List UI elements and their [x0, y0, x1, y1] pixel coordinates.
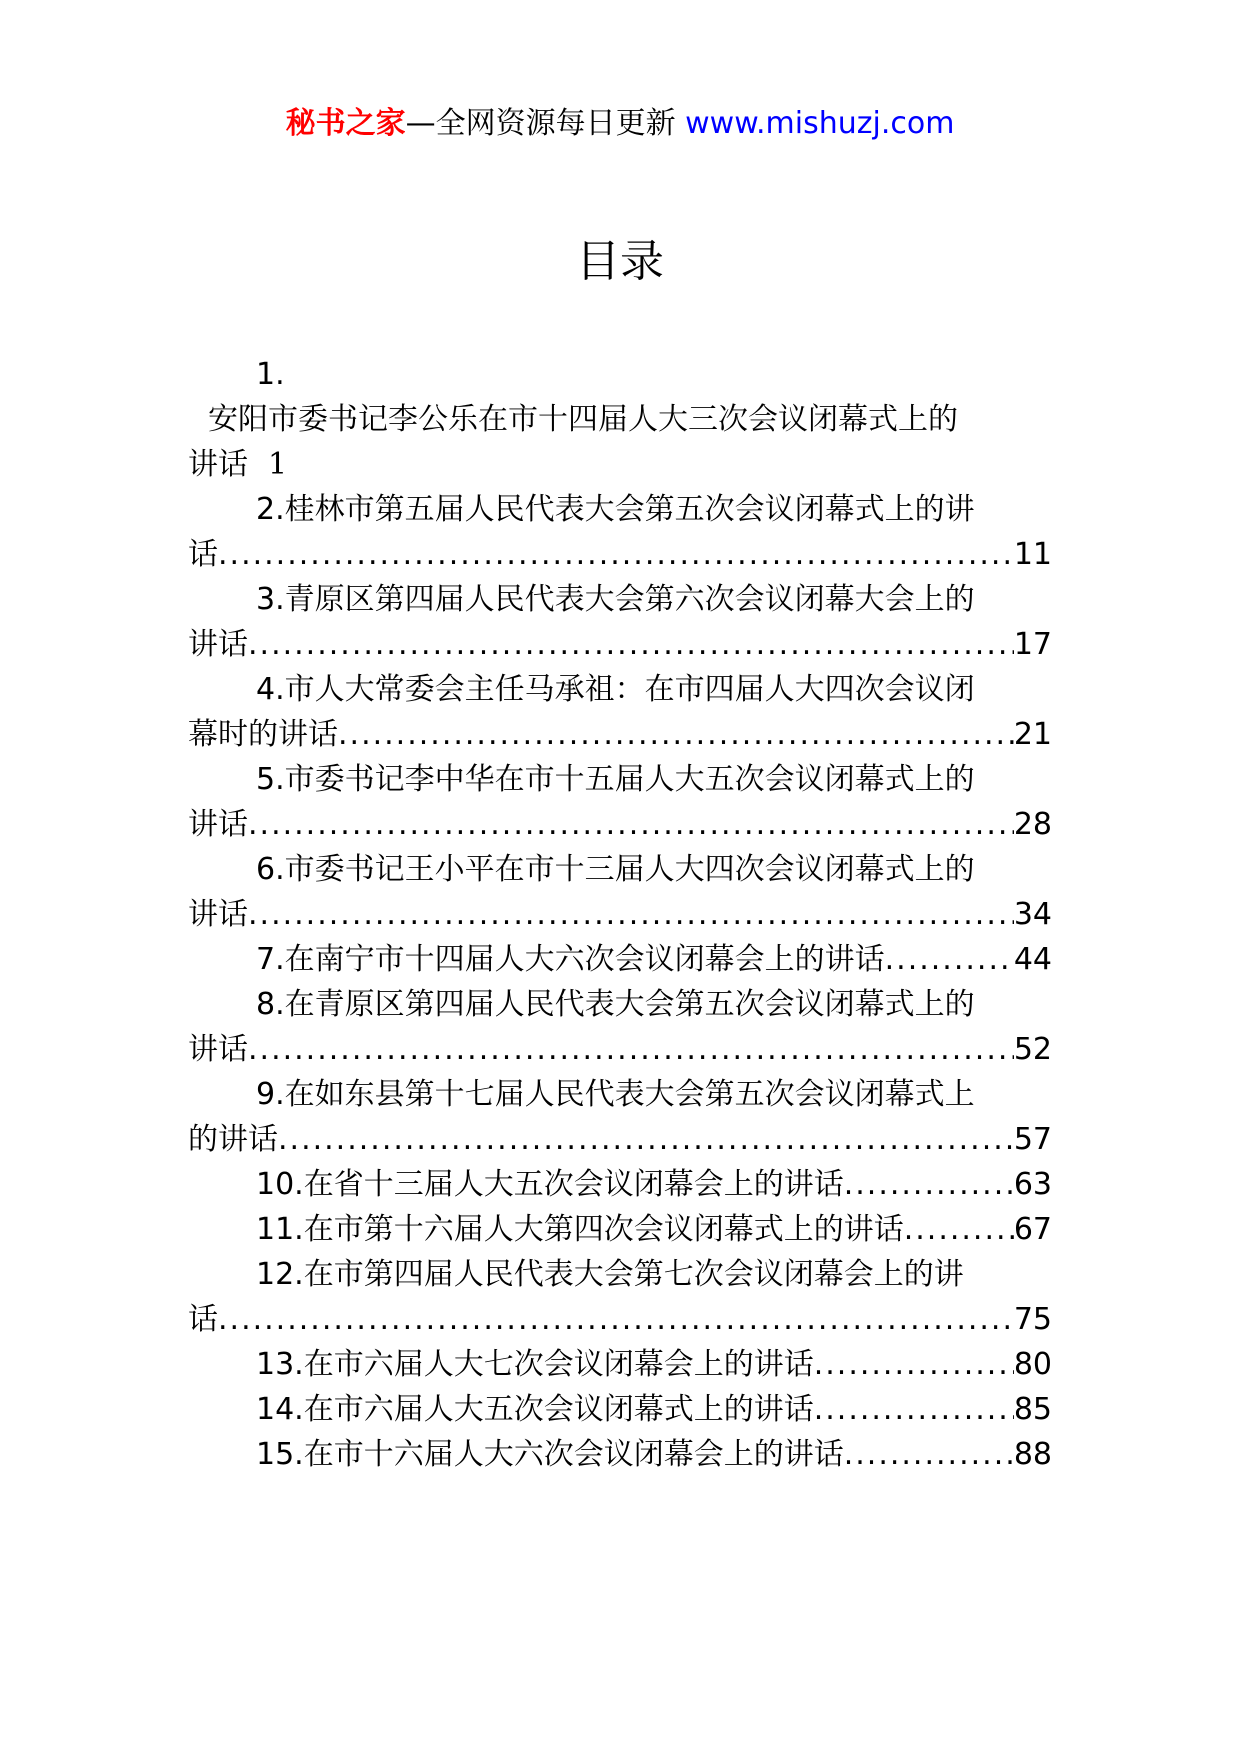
- toc-entry-title: 安阳市委书记李公乐在市十四届人大三次会议闭幕式上的: [208, 402, 958, 437]
- toc-entry-title: 13.在市六届人大七次会议闭幕会上的讲话: [256, 1347, 814, 1382]
- toc-entry-title: 15.在市十六届人大六次会议闭幕会上的讲话: [256, 1437, 844, 1472]
- toc-entry-title: 8.在青原区第四届人民代表大会第五次会议闭幕式上的: [256, 987, 975, 1022]
- brand-name: 秘书之家: [285, 106, 406, 141]
- toc-entry-page: 80: [1013, 1347, 1052, 1382]
- toc-entry-title-tail: 话: [188, 1302, 218, 1337]
- toc-entry[interactable]: [188, 1207, 1052, 1252]
- toc-entry[interactable]: [188, 1342, 1052, 1387]
- toc-entry[interactable]: [188, 937, 1052, 982]
- toc-leader-dots: [248, 622, 1014, 667]
- table-of-contents: [188, 352, 1052, 1477]
- toc-entry[interactable]: [188, 1387, 1052, 1432]
- toc-entry[interactable]: [188, 487, 1052, 577]
- toc-entry[interactable]: [188, 1252, 1052, 1342]
- toc-entry-title-tail: 讲话: [188, 897, 248, 932]
- toc-leader-dots: [814, 1342, 1014, 1387]
- toc-entry-page: 88: [1013, 1437, 1052, 1472]
- toc-leader-dots: [904, 1207, 1014, 1252]
- toc-entry-page: 67: [1013, 1212, 1052, 1247]
- toc-entry-page: 1: [268, 447, 288, 482]
- toc-entry-page: 85: [1013, 1392, 1052, 1427]
- toc-entry-title: 6.市委书记王小平在市十三届人大四次会议闭幕式上的: [256, 852, 975, 887]
- page-title: 目录: [576, 236, 664, 287]
- toc-entry-title-tail: 讲话: [188, 447, 248, 482]
- toc-entry-title: 4.市人大常委会主任马承祖：在市四届人大四次会议闭: [256, 672, 975, 707]
- toc-entry-title-tail: 幕时的讲话: [188, 717, 338, 752]
- toc-leader-dots: [248, 892, 1014, 937]
- toc-entry-title: 12.在市第四届人民代表大会第七次会议闭幕会上的讲: [256, 1257, 964, 1292]
- toc-entry[interactable]: [188, 1072, 1052, 1162]
- site-header: [0, 102, 1240, 146]
- toc-entry-title-tail: 讲话: [188, 807, 248, 842]
- toc-leader-dots: [844, 1432, 1014, 1477]
- toc-entry-page: 57: [1013, 1122, 1052, 1157]
- toc-entry[interactable]: [188, 577, 1052, 667]
- toc-entry[interactable]: [188, 352, 1052, 487]
- toc-leader-dots: [278, 1117, 1014, 1162]
- toc-leader-dots: [248, 802, 1014, 847]
- toc-entry-title: 3.青原区第四届人民代表大会第六次会议闭幕大会上的: [256, 582, 975, 617]
- toc-entry-title: 10.在省十三届人大五次会议闭幕会上的讲话: [256, 1167, 844, 1202]
- toc-leader-dots: [248, 1027, 1014, 1072]
- toc-entry-title: 7.在南宁市十四届人大六次会议闭幕会上的讲话: [256, 942, 885, 977]
- toc-entry[interactable]: [188, 1432, 1052, 1477]
- toc-entry-title: 9.在如东县第十七届人民代表大会第五次会议闭幕式上: [256, 1077, 975, 1112]
- toc-leader-dots: [338, 712, 1014, 757]
- toc-entry[interactable]: [188, 982, 1052, 1072]
- toc-entry-page: 21: [1013, 717, 1052, 752]
- toc-leader-dots: [218, 532, 1014, 577]
- toc-entry-page: 44: [1013, 942, 1052, 977]
- toc-leader-dots: [814, 1387, 1014, 1432]
- toc-entry-page: 63: [1013, 1167, 1052, 1202]
- toc-leader-dots: [885, 937, 1014, 982]
- toc-list: [188, 487, 1052, 1477]
- toc-leader-dots: [844, 1162, 1014, 1207]
- toc-entry-title-tail: 话: [188, 537, 218, 572]
- toc-entry-title: 2.桂林市第五届人民代表大会第五次会议闭幕式上的讲: [256, 492, 975, 527]
- toc-entry-page: 52: [1013, 1032, 1052, 1067]
- header-tagline: —全网资源每日更新: [405, 106, 676, 141]
- toc-entry-title-tail: 的讲话: [188, 1122, 278, 1157]
- toc-entry[interactable]: [188, 1162, 1052, 1207]
- toc-entry-page: 11: [1013, 537, 1052, 572]
- toc-entry-title: 11.在市第十六届人大第四次会议闭幕式上的讲话: [256, 1212, 904, 1247]
- website-link[interactable]: www.mishuzj.com: [685, 106, 955, 141]
- toc-entry-title-tail: 讲话: [188, 1032, 248, 1067]
- toc-entry-page: 75: [1013, 1302, 1052, 1337]
- toc-entry-page: 34: [1013, 897, 1052, 932]
- toc-entry-title: 14.在市六届人大五次会议闭幕式上的讲话: [256, 1392, 814, 1427]
- toc-entry-title: 5.市委书记李中华在市十五届人大五次会议闭幕式上的: [256, 762, 975, 797]
- toc-entry[interactable]: [188, 757, 1052, 847]
- toc-entry-title-tail: 讲话: [188, 627, 248, 662]
- toc-entry-number: 1.: [256, 357, 285, 392]
- toc-entry[interactable]: [188, 847, 1052, 937]
- toc-entry[interactable]: [188, 667, 1052, 757]
- toc-leader-dots: [218, 1297, 1014, 1342]
- toc-entry-page: 17: [1013, 627, 1052, 662]
- toc-entry-page: 28: [1013, 807, 1052, 842]
